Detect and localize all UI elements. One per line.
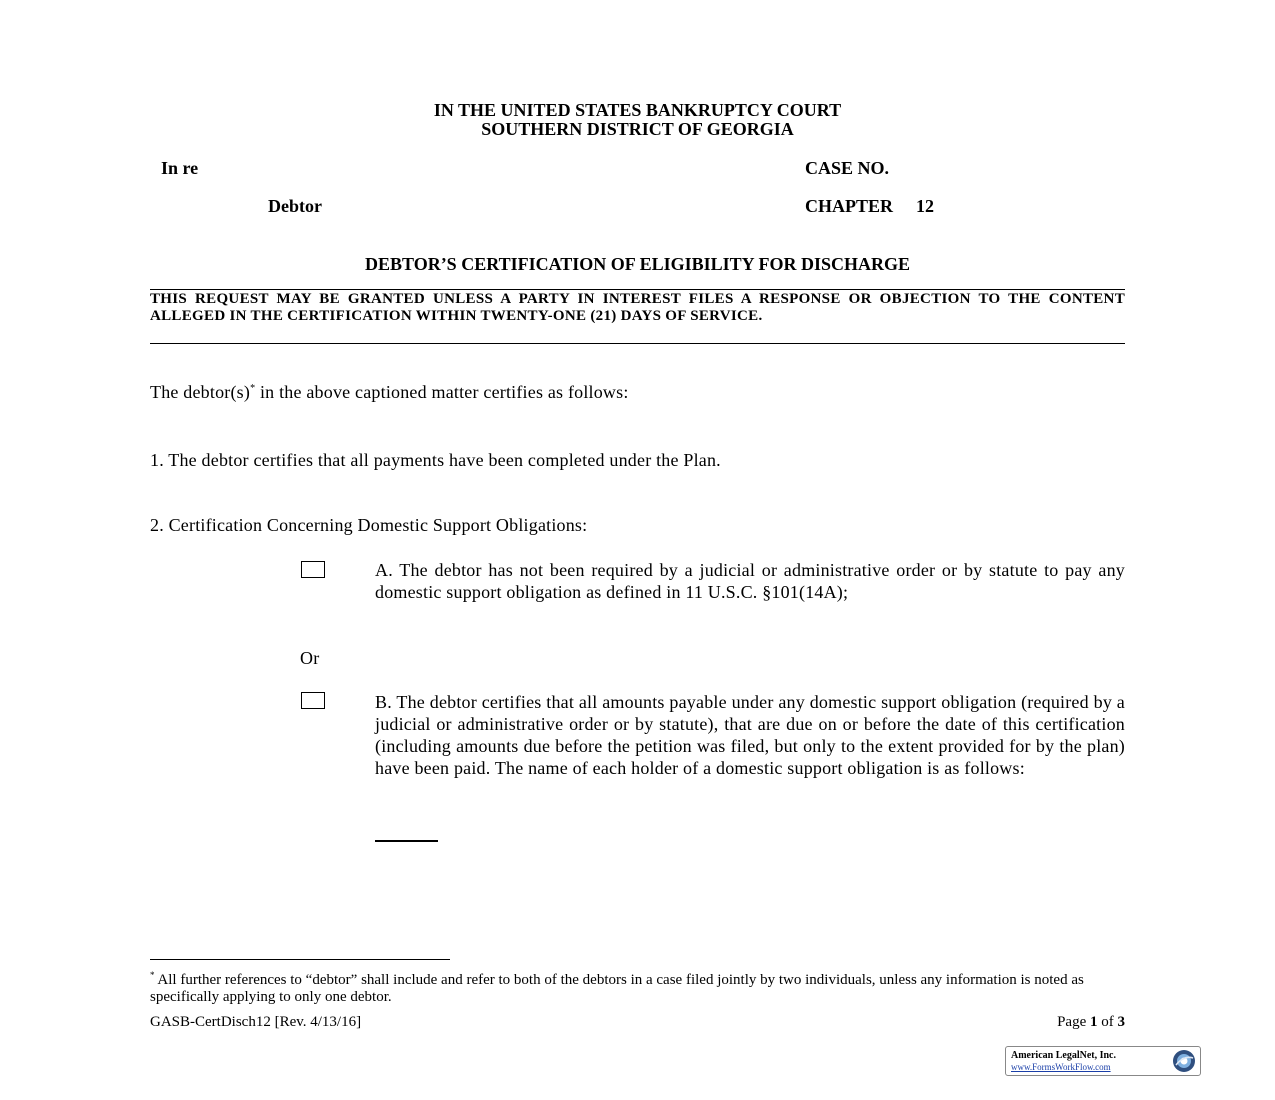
document-title: DEBTOR’S CERTIFICATION OF ELIGIBILITY FOR DISCHARGE xyxy=(365,254,910,274)
americanlegalnet-logo[interactable] xyxy=(1005,1046,1201,1076)
case-no-label: CASE NO. xyxy=(805,158,890,178)
page-word: Page xyxy=(1057,1014,1090,1030)
or-label: Or xyxy=(300,648,320,668)
intro-suffix: in the above captioned matter certifies as follows: xyxy=(255,382,629,402)
notice-bottom-rule xyxy=(150,343,1125,344)
in-re-label: In re xyxy=(161,158,199,178)
page-of: of xyxy=(1097,1014,1118,1030)
court-name: IN THE UNITED STATES BANKRUPTCY COURT xyxy=(433,100,842,120)
objection-notice: THIS REQUEST MAY BE GRANTED UNLESS A PARTY IN INTEREST FILES A RESPONSE OR OBJECTION TO THE CONTENT ALLEGED IN THE CERTIFICATION WITHIN TWENTY-ONE (21) DAYS OF SERVICE. xyxy=(150,291,1125,324)
globe-icon xyxy=(1172,1049,1196,1073)
page-current: 1 xyxy=(1090,1014,1098,1030)
item-1-payments-completed: 1. The debtor certifies that all payments have been completed under the Plan. xyxy=(150,450,721,470)
option-b-checkbox[interactable] xyxy=(301,692,325,709)
footnote-reference: * xyxy=(250,383,256,394)
form-identifier: GASB-CertDisch12 [Rev. 4/13/16] xyxy=(150,1014,362,1030)
footnote-text: All further references to “debtor” shall include and refer to both of the debtors in a case filed jointly by two individuals, unless any information is noted as specifically applying to only one debtor. xyxy=(150,972,1084,1005)
footnote-separator xyxy=(150,959,450,960)
debtor-label: Debtor xyxy=(268,196,322,216)
footnote-marker: * xyxy=(150,970,155,980)
chapter-label xyxy=(805,196,934,217)
certification-intro xyxy=(150,382,629,403)
page-number xyxy=(975,1014,1125,1031)
logo-url-link[interactable]: www.FormsWorkFlow.com xyxy=(1011,1062,1111,1072)
footnote xyxy=(150,967,1125,1006)
item-2-domestic-support-heading: 2. Certification Concerning Domestic Support Obligations: xyxy=(150,515,588,535)
logo-company-name: American LegalNet, Inc. xyxy=(1011,1050,1116,1061)
option-a-text: A. The debtor has not been required by a judicial or administrative order or by statute to pay any domestic support obligation as defined in 11 U.S.C. §101(14A); xyxy=(375,560,1125,602)
chapter-number: 12 xyxy=(916,196,935,216)
court-district: SOUTHERN DISTRICT OF GEORGIA xyxy=(481,119,794,139)
option-b-text: B. The debtor certifies that all amounts payable under any domestic support obligation (required by a judicial or administrative order or by statute), that are due on or before the date of this certification (including amounts due before the petition was filed, but only to the extent provided for by the plan) have been paid. The name of each holder of a domestic support obligation is as follows: xyxy=(375,692,1125,778)
page-total: 3 xyxy=(1117,1014,1125,1030)
holder-name-blank[interactable] xyxy=(375,840,438,842)
intro-prefix: The debtor(s) xyxy=(150,382,251,402)
chapter-label-text: CHAPTER xyxy=(805,196,894,216)
notice-top-rule xyxy=(150,289,1125,290)
option-a-checkbox[interactable] xyxy=(301,561,325,578)
